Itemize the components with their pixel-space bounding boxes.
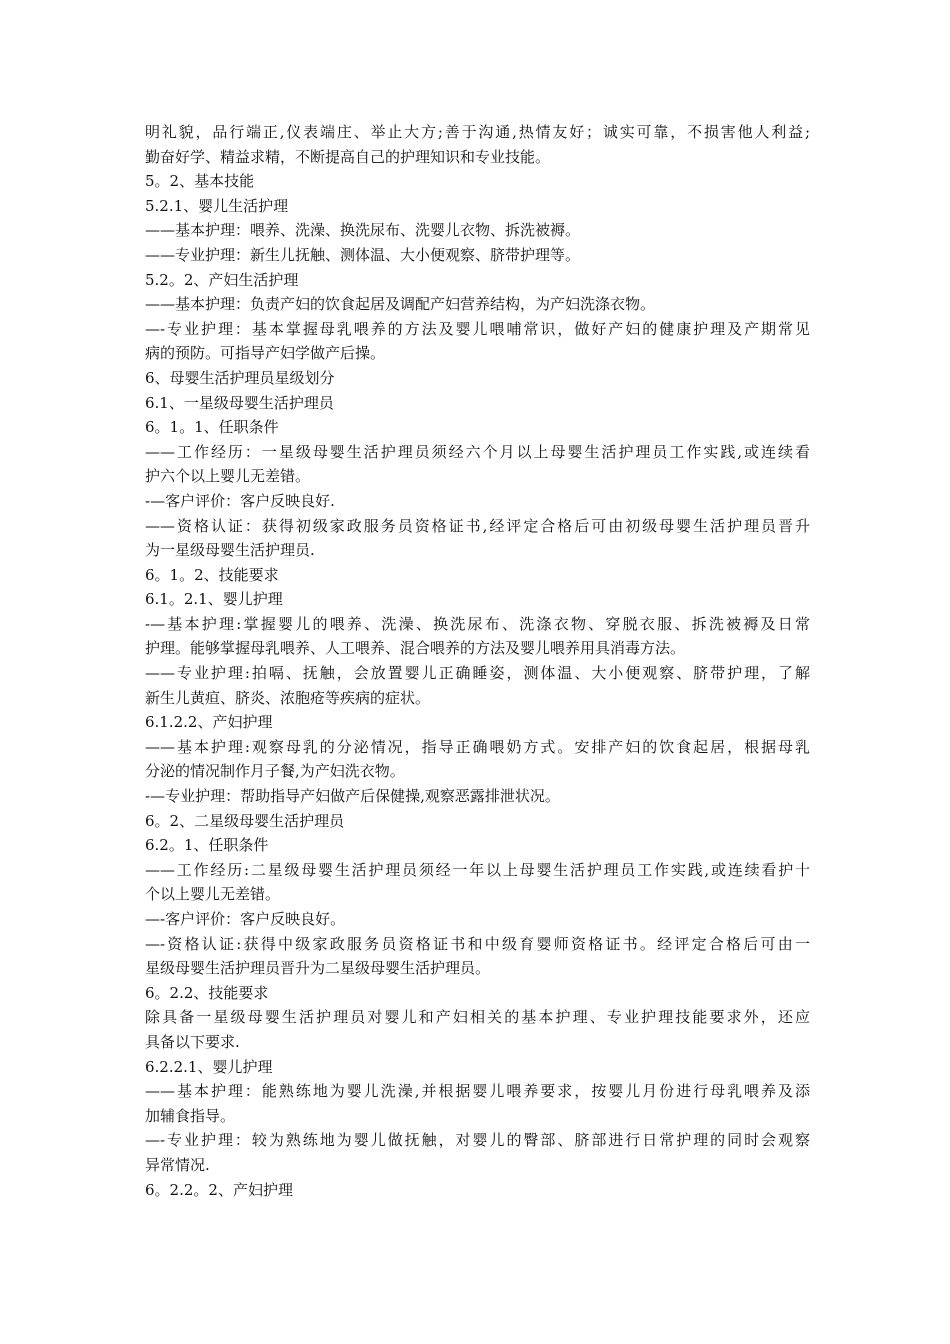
text-line: ——工作经历:二星级母婴生活护理员须经一年以上母婴生活护理员工作实践,或连续看护十 — [145, 860, 810, 879]
text-line: 护六个以上婴儿无差错。 — [145, 467, 311, 486]
text-line: 星级母婴生活护理员晋升为二星级母婴生活护理员。 — [145, 959, 491, 978]
text-line: 6。1。1、任职条件 — [145, 418, 279, 437]
text-line: 异常情况. — [145, 1155, 210, 1174]
text-line: 个以上婴儿无差错。 — [145, 885, 281, 904]
text-line: 分泌的情况制作月子餐,为产妇洗衣物。 — [145, 762, 405, 781]
text-line: —-资格认证:获得中级家政服务员资格证书和中级育婴师资格证书。经评定合格后可由一 — [145, 934, 810, 953]
text-line: 为一星级母婴生活护理员. — [145, 541, 315, 560]
text-line: —-客户评价：客户反映良好。 — [145, 910, 346, 928]
text-line: 具备以下要求. — [145, 1032, 240, 1051]
text-line: 6.1、一星级母婴生活护理员 — [145, 393, 334, 412]
text-line: 5.2。2、产妇生活护理 — [145, 270, 299, 289]
text-line: 5。2、基本技能 — [145, 172, 255, 191]
text-line: 勤奋好学、精益求精，不断提高自己的护理知识和专业技能。 — [145, 147, 551, 166]
text-line: 6.1.2.2、产妇护理 — [145, 713, 273, 732]
text-line: ——专业护理:拍嗝、抚触，会放置婴儿正确睡姿，测体温、大小便观察、脐带护理，了解 — [145, 664, 810, 683]
text-line: 护理。能够掌握母乳喂养、人工喂养、混合喂养的方法及婴儿喂养用具消毒方法。 — [145, 639, 686, 658]
text-line: —-专业护理：基本掌握母乳喂养的方法及婴儿喂哺常识，做好产妇的健康护理及产期常见 — [145, 319, 810, 338]
text-line: 新生儿黄疸、脐炎、浓胞疮等疾病的症状。 — [145, 688, 431, 707]
text-line: 明礼貌，品行端正,仪表端庄、举止大方;善于沟通,热情友好；诚实可靠，不损害他人利益; — [145, 123, 810, 141]
text-line: -—专业护理：帮助指导产妇做产后保健操,观察恶露排泄状况。 — [145, 787, 560, 806]
text-line: 病的预防。可指导产妇学做产后操。 — [145, 344, 386, 363]
text-line: 除具备一星级母婴生活护理员对婴儿和产妇相关的基本护理、专业护理技能要求外，还应 — [145, 1008, 810, 1027]
document-page — [145, 120, 810, 1202]
text-line: ——工作经历：一星级母婴生活护理员须经六个月以上母婴生活护理员工作实践,或连续看 — [145, 442, 810, 461]
text-line: —-专业护理：较为熟练地为婴儿做抚触，对婴儿的臀部、脐部进行日常护理的同时会观察 — [145, 1131, 810, 1150]
text-line: 6.1。2.1、婴儿护理 — [145, 590, 283, 609]
text-line: 6。2、二星级母婴生活护理员 — [145, 811, 345, 830]
text-line: -—客户评价：客户反映良好. — [145, 491, 335, 510]
text-line: 5.2.1、婴儿生活护理 — [145, 196, 289, 215]
text-line: 6。2.2。2、产妇护理 — [145, 1180, 293, 1199]
text-line: ——基本护理：负责产妇的饮食起居及调配产妇营养结构，为产妇洗涤衣物。 — [145, 295, 656, 314]
text-line: 6。1。2、技能要求 — [145, 565, 279, 584]
text-line: ——基本护理：能熟练地为婴儿洗澡,并根据婴儿喂养要求，按婴儿月份进行母乳喂养及添 — [145, 1082, 810, 1101]
text-line: 6、母婴生活护理员星级划分 — [145, 368, 335, 387]
text-line: 6.2.2.1、婴儿护理 — [145, 1057, 273, 1076]
text-line: ——基本护理：喂养、洗澡、换洗尿布、洗婴儿衣物、拆洗被褥。 — [145, 221, 581, 240]
text-line: -—基本护理:掌握婴儿的喂养、洗澡、换洗尿布、洗涤衣物、穿脱衣服、拆洗被褥及日常 — [145, 614, 810, 633]
text-line: 6.2。1、任职条件 — [145, 836, 269, 855]
text-line: ——资格认证：获得初级家政服务员资格证书,经评定合格后可由初级母婴生活护理员晋升 — [145, 516, 810, 535]
text-line: ——专业护理：新生儿抚触、测体温、大小便观察、脐带护理等。 — [145, 245, 581, 264]
text-line: 6。2.2、技能要求 — [145, 983, 269, 1002]
text-line: ——基本护理:观察母乳的分泌情况，指导正确喂奶方式。安排产妇的饮食起居，根据母乳 — [145, 737, 810, 756]
text-line: 加辅食指导。 — [145, 1106, 236, 1125]
